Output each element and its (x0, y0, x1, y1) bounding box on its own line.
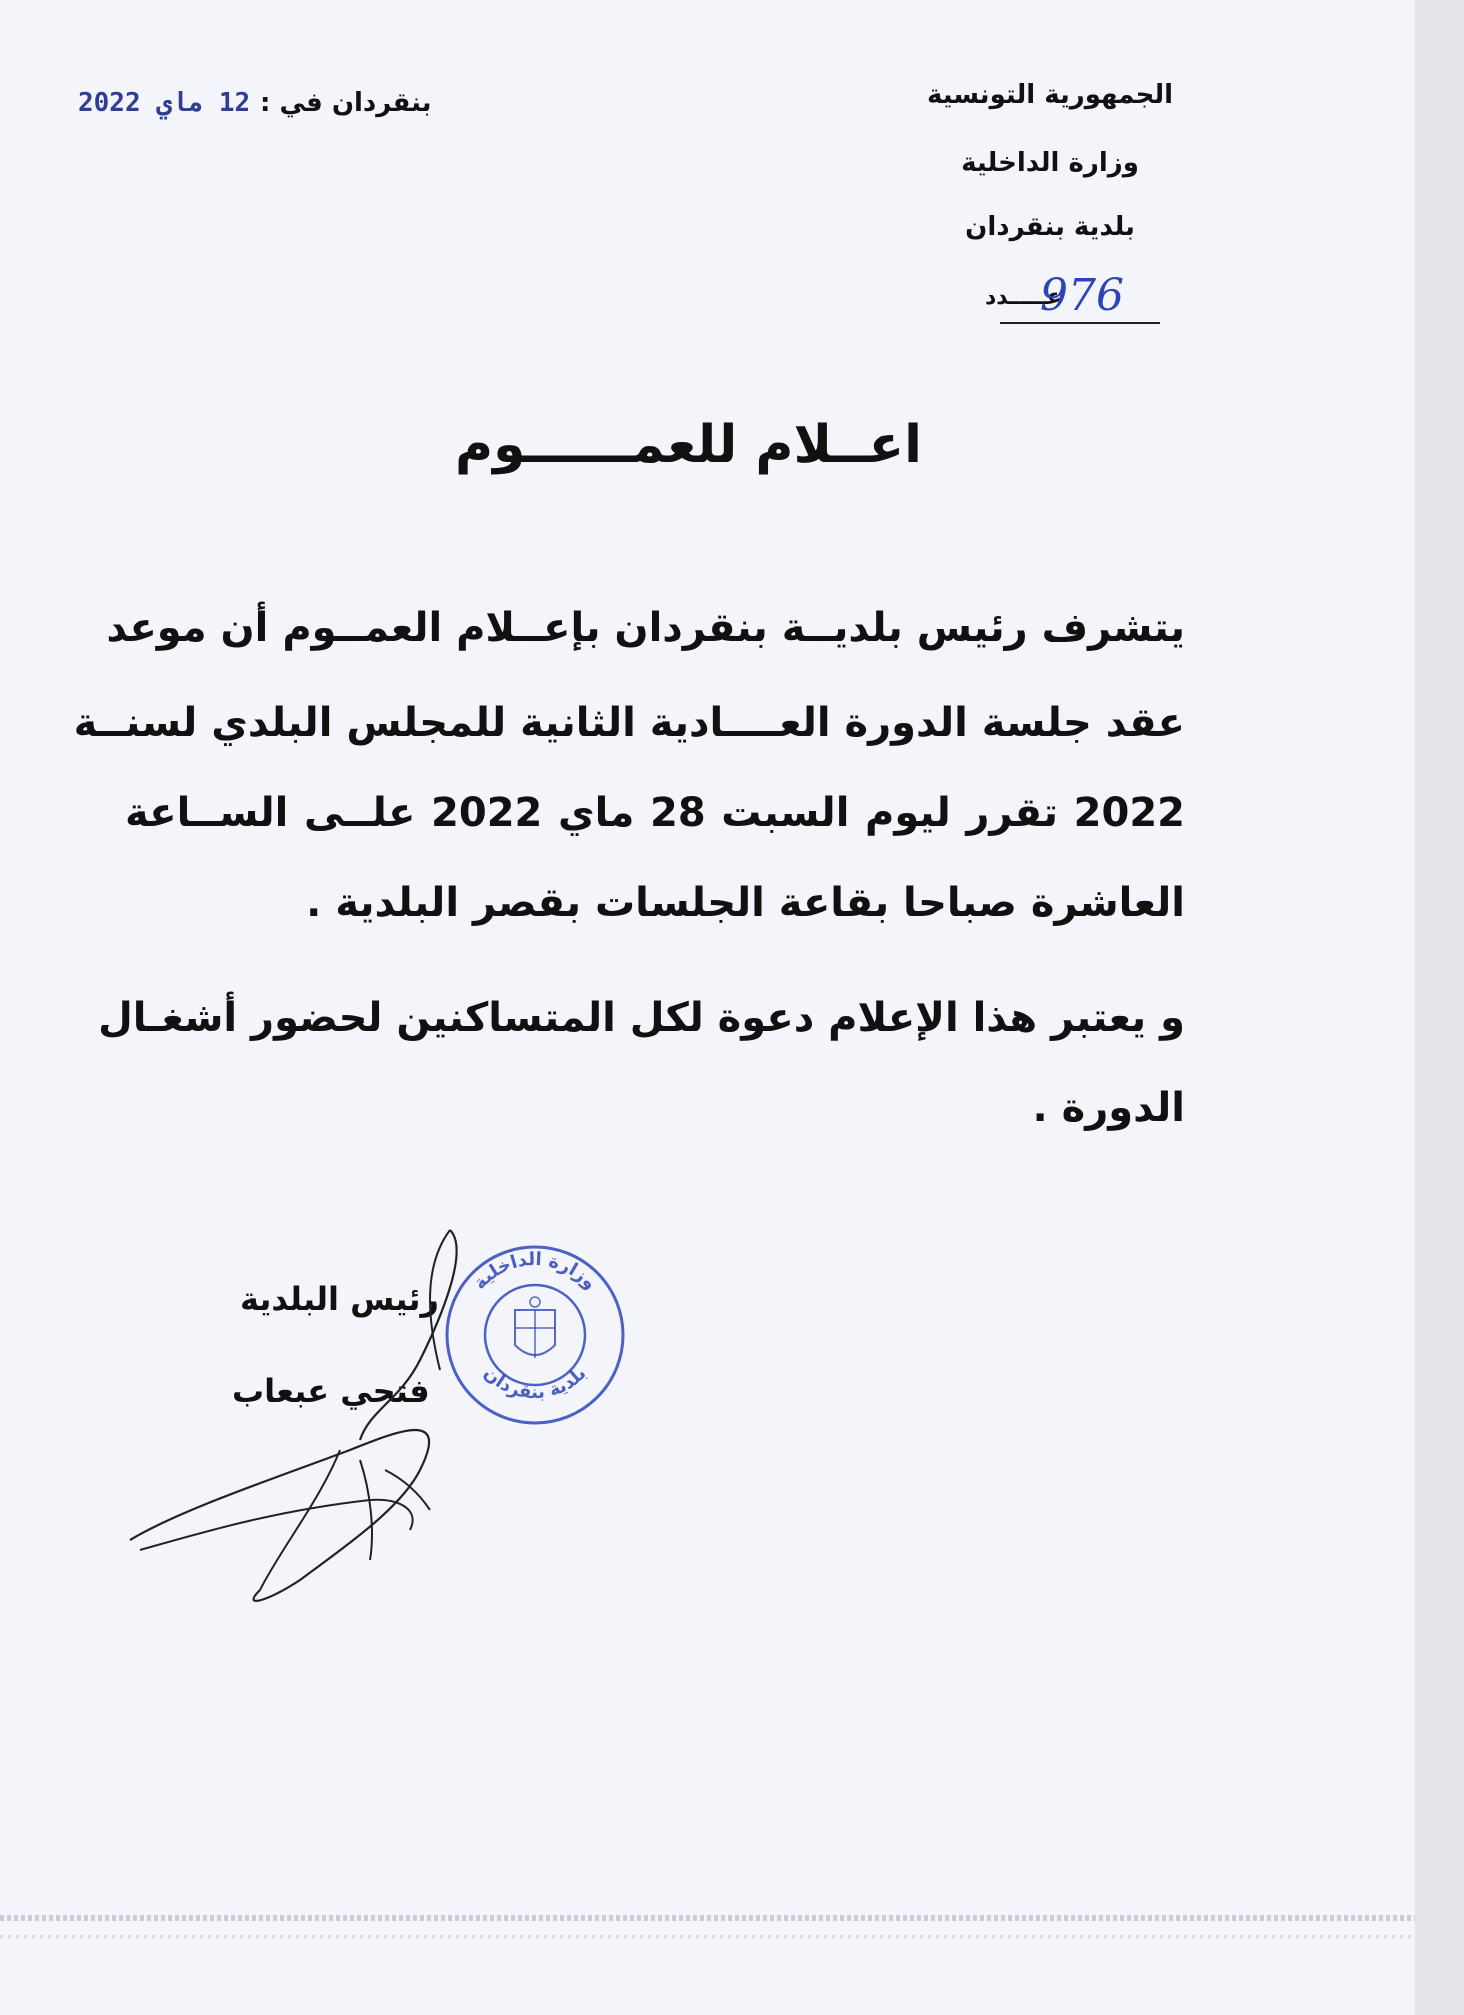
header-municipality: بلدية بنقردان (965, 212, 1135, 242)
scan-edge-line (0, 1915, 1415, 1921)
svg-text:وزارة الداخلية: وزارة الداخلية (469, 1248, 601, 1294)
place-date-label: بنقردان في : (260, 88, 432, 118)
body-line-2: عقد جلسة الدورة العــــادية الثانية للمجلس البلدي لسنــة (73, 700, 1185, 746)
signatory-name: فتحي عبعاب (232, 1372, 430, 1410)
header-republic: الجمهورية التونسية (926, 80, 1174, 110)
body-line-5: و يعتبر هذا الإعلام دعوة لكل المتساكنين لحضور أشغـال (98, 995, 1185, 1041)
header-ministry: وزارة الداخلية (961, 148, 1139, 178)
document-title: اعــلام للعمــــــوم (455, 415, 922, 475)
reference-number: 976 (1040, 270, 1124, 321)
handwritten-signature (120, 1210, 520, 1630)
reference-underline (1000, 322, 1160, 324)
scan-edge-line-2 (0, 1935, 1415, 1938)
scan-margin (1415, 0, 1464, 2015)
svg-text:بلدية بنقردان: بلدية بنقردان (479, 1362, 591, 1404)
body-line-3: 2022 تقرر ليوم السبت 28 ماي 2022 علــى الســاعة (125, 790, 1185, 836)
body-line-6: الدورة . (1032, 1085, 1185, 1131)
reference-label: عـــــدد (985, 285, 1062, 310)
date-stamp: 12 ماي 2022 (78, 88, 251, 118)
body-line-1: يتشرف رئيس بلديــة بنقردان بإعــلام العمــوم أن موعد (106, 605, 1185, 651)
signatory-title: رئيس البلدية (240, 1280, 439, 1318)
body-line-4: العاشرة صباحا بقاعة الجلسات بقصر البلدية . (306, 880, 1185, 926)
